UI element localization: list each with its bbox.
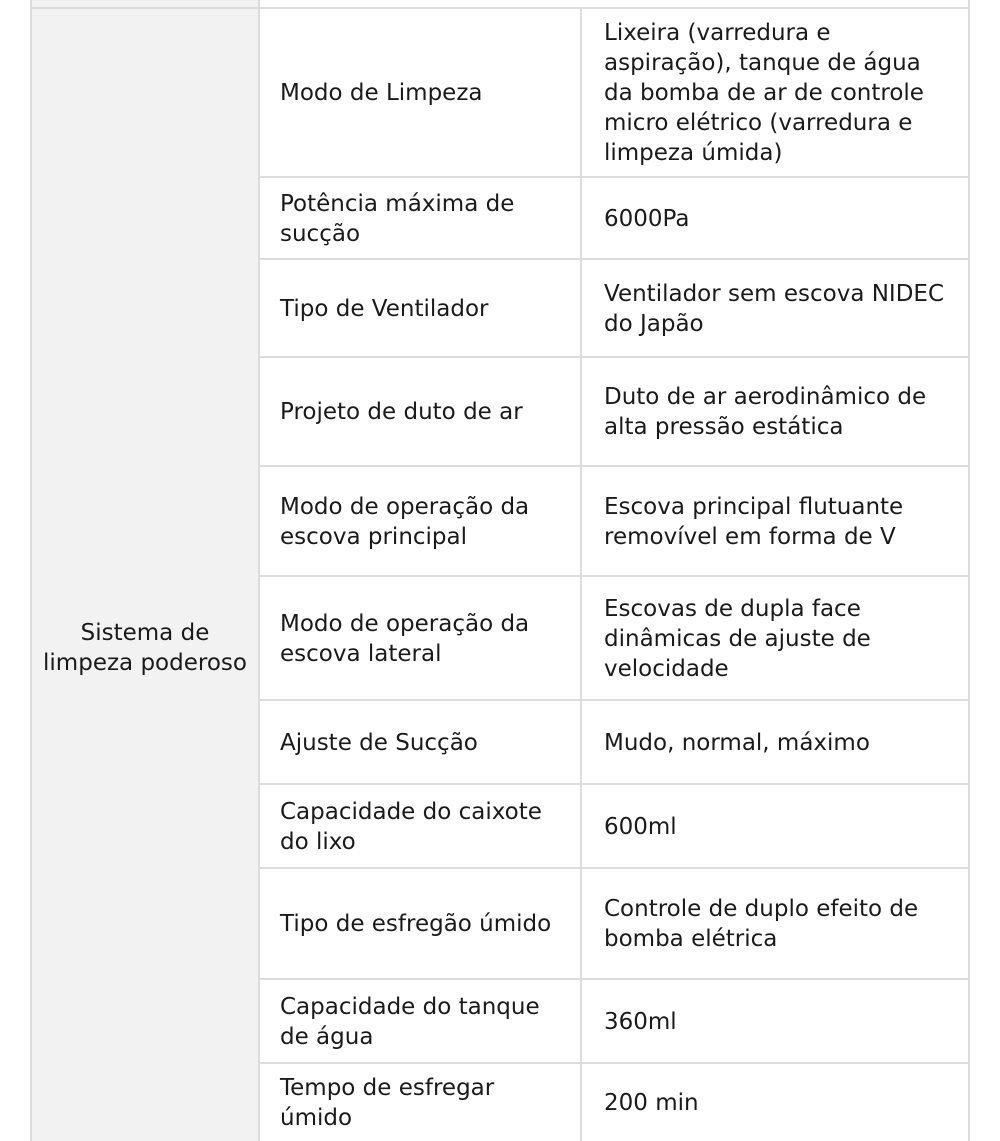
divider [32, 7, 260, 9]
table-row [260, 867, 968, 979]
table-row [260, 699, 968, 784]
spec-label: Modo de operação da escova lateral [260, 577, 582, 700]
spec-label: Projeto de duto de ar [260, 358, 582, 466]
spec-value: Mudo, normal, máximo [604, 729, 870, 756]
table-row [260, 978, 968, 1064]
spec-label: Potência máxima de sucção [260, 178, 582, 259]
spec-label: Tipo de Ventilador [260, 260, 582, 358]
table-row [260, 7, 968, 177]
table-row [260, 465, 968, 577]
spec-label: Capacidade do tanque de água [260, 980, 582, 1064]
spec-value: 360ml [604, 1009, 677, 1035]
spec-value: Lixeira (varredura e aspiração), tanque de água da bomba de ar de controle micro elétrico (varredura e limpeza úmida) [604, 20, 924, 166]
spec-value: 600ml [604, 814, 677, 840]
spec-value: Controle de duplo efeito de bomba elétrica [604, 896, 919, 952]
spec-value: Escovas de dupla face dinâmicas de ajuste de velocidade [604, 595, 871, 682]
spec-table [30, 0, 970, 1141]
table-row [260, 356, 968, 466]
spec-value: Duto de ar aerodinâmico de alta pressão estática [604, 384, 927, 440]
spec-value: 200 min [604, 1089, 699, 1116]
spec-label: Modo de Limpeza [260, 9, 582, 177]
table-row [260, 176, 968, 259]
table-row [260, 575, 968, 700]
spec-value: Ventilador sem escova NIDEC do Japão [604, 281, 945, 337]
table-row [260, 258, 968, 358]
table-row [260, 783, 968, 869]
table-row [260, 1062, 968, 1141]
spec-label: Tempo de esfregar úmido [260, 1064, 582, 1141]
spec-label: Tipo de esfregão úmido [260, 869, 582, 979]
spec-value: Escova principal flutuante removível em forma de V [604, 494, 904, 550]
category-column [32, 0, 260, 1141]
spec-value: 6000Pa [604, 205, 690, 232]
spec-label: Ajuste de Sucção [260, 701, 582, 784]
category-label: Sistema de limpeza poderoso [43, 620, 247, 676]
spec-label: Modo de operação da escova principal [260, 467, 582, 577]
spec-label: Capacidade do caixote do lixo [260, 785, 582, 869]
